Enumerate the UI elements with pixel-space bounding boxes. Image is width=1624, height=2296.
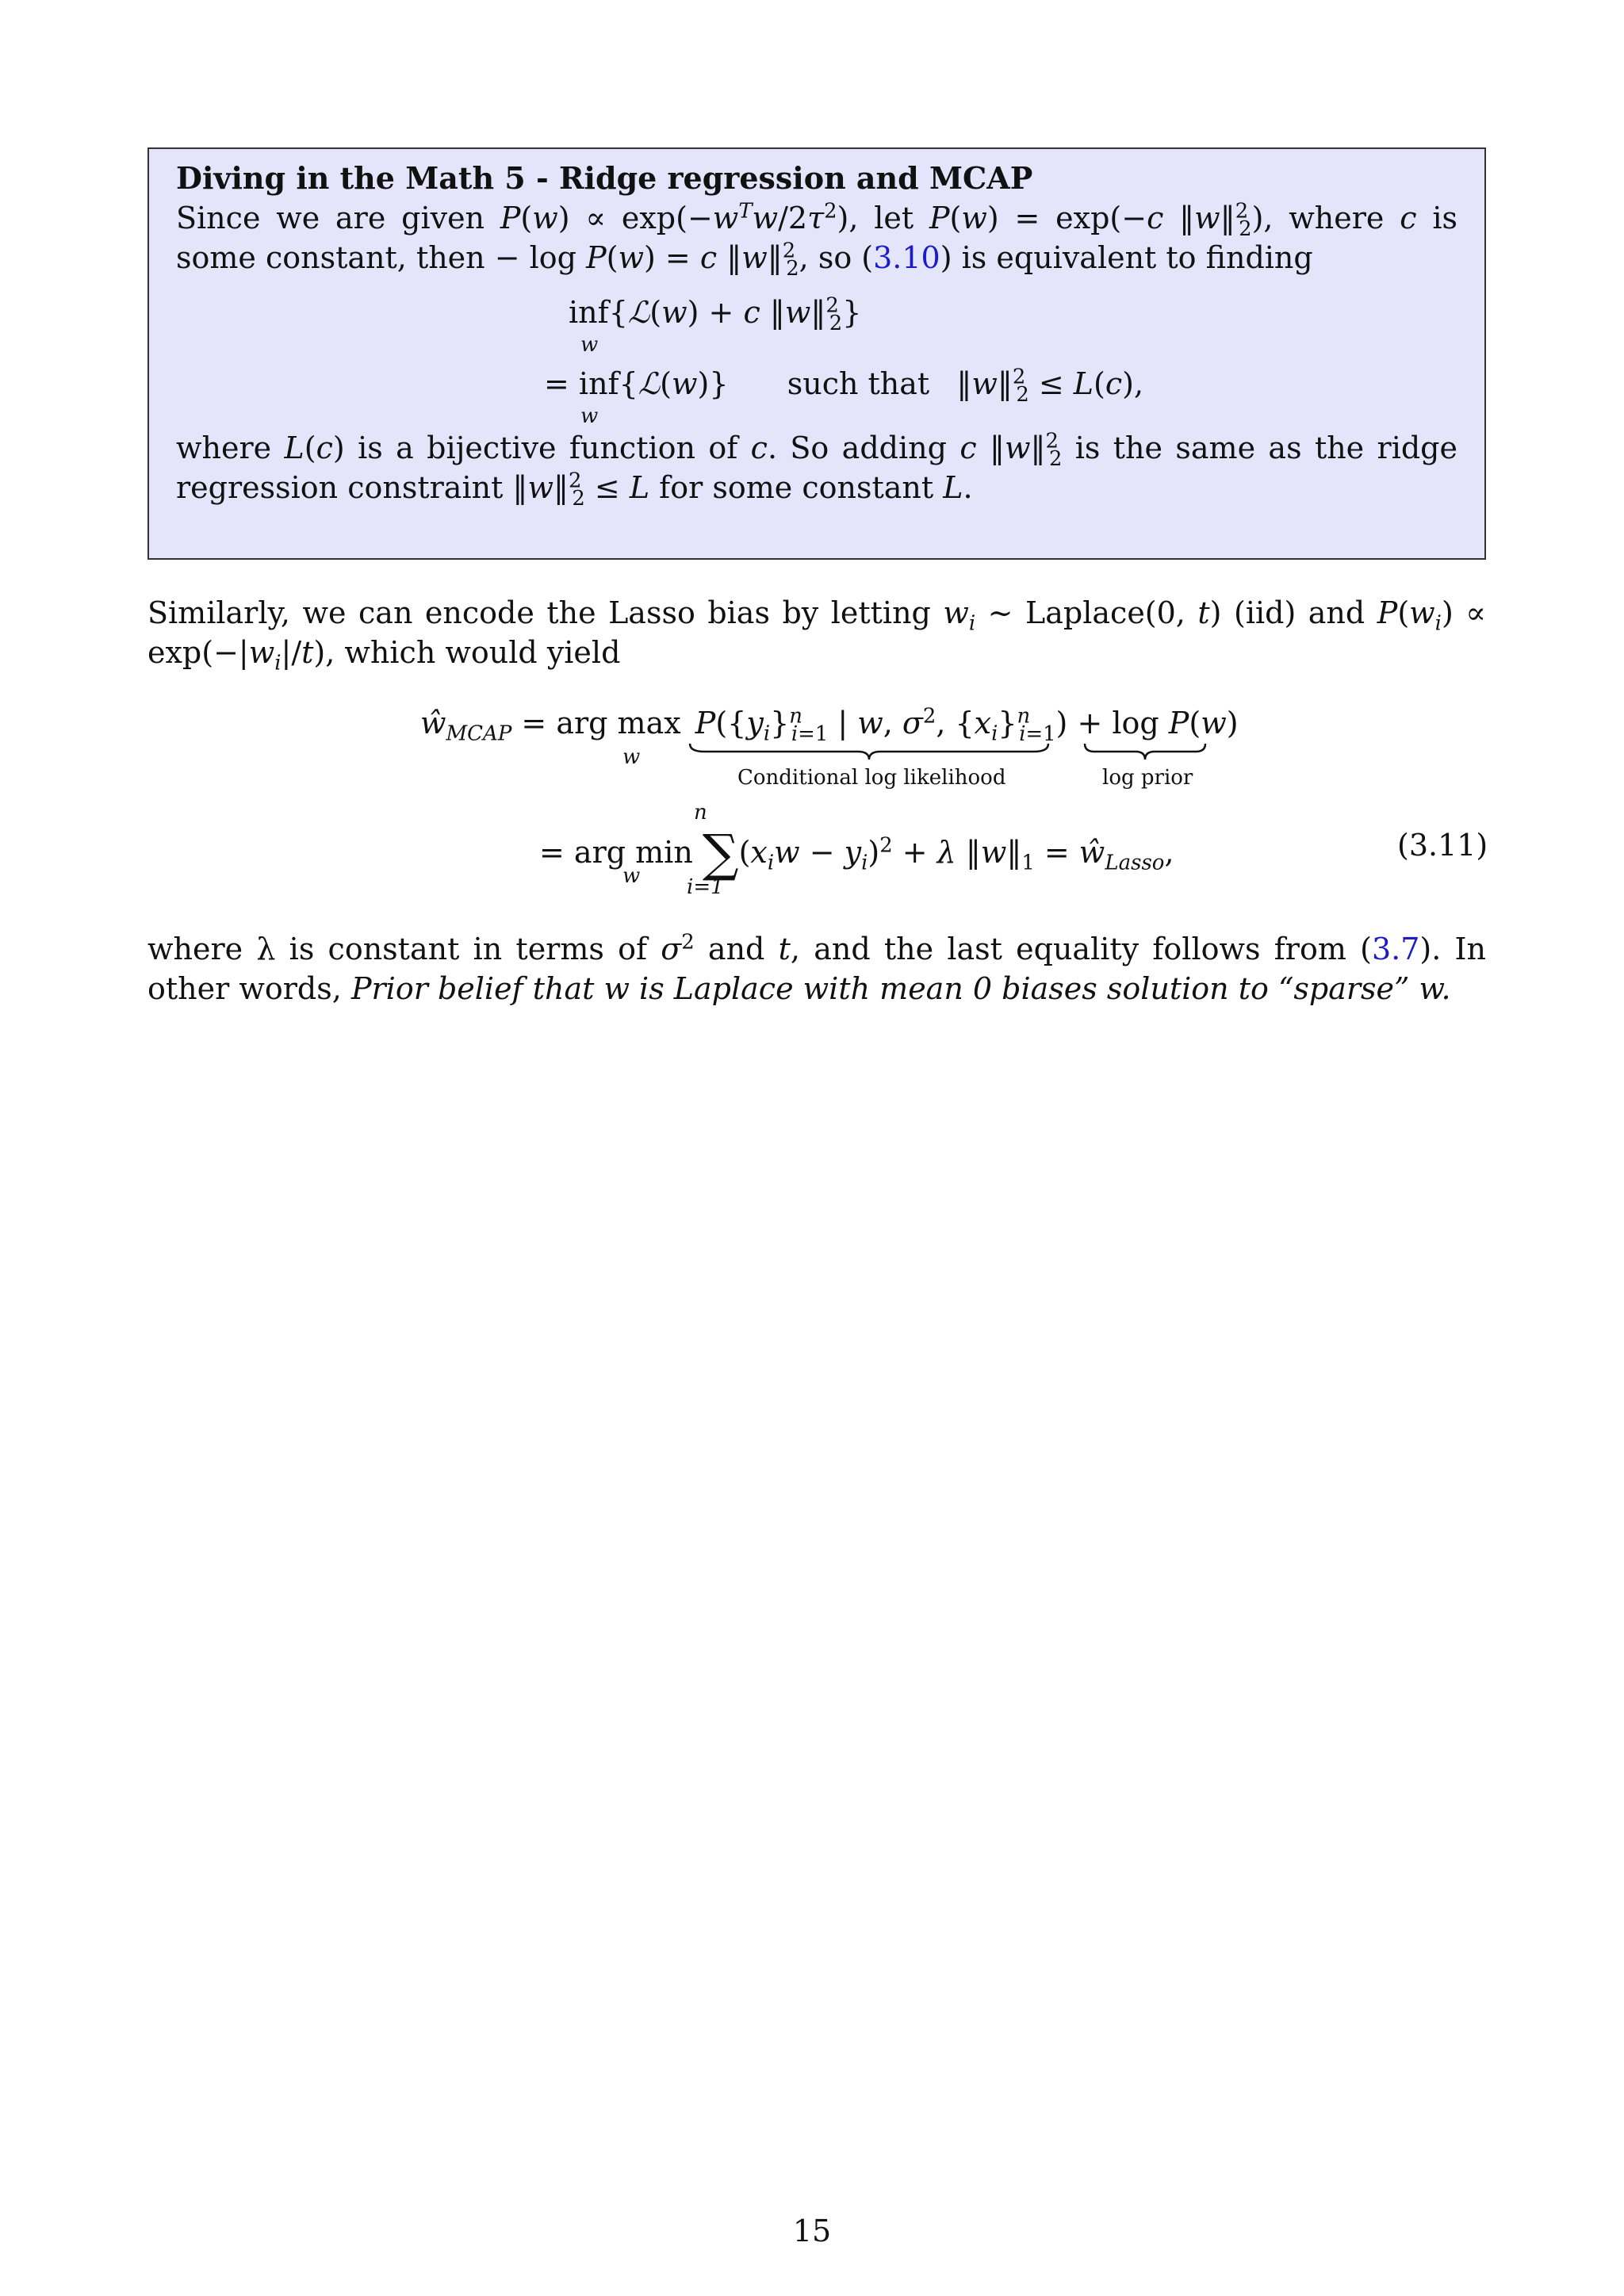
math-box xyxy=(147,147,1486,560)
ref-3-10[interactable]: 3.10 xyxy=(873,240,940,275)
paragraph-lasso: Similarly, we can encode the Lasso bias by letting $w_i$ ∼ Laplace(0, t) (iid) and $P(w_i) \propto \exp(-|w_i|/t)$, which would yield xyxy=(147,595,1486,675)
box-equation: inf{ℒ(w) + c ‖w‖$^2_2$} w = inf{ℒ(w)} such that ‖w‖$^2_2$ ≤ L(c), w xyxy=(544,293,1144,428)
brace-conditional xyxy=(688,742,1050,761)
brace-label-conditional: Conditional log likelihood xyxy=(737,766,1006,790)
brace-label-prior: log prior xyxy=(1102,766,1193,790)
box-paragraph-2: where L(c) is a bijective function of c. So adding c ‖w‖$^2_2$ is the same as the ridge regression constraint ‖w‖$^2_2$ ≤ L for some constant L. xyxy=(176,429,1457,511)
italic-statement: Prior belief that w is Laplace with mean 0 biases solution to “sparse” w. xyxy=(350,971,1451,1006)
brace-prior xyxy=(1083,742,1207,761)
page-number: 15 xyxy=(792,2214,832,2248)
equation-tag: (3.11) xyxy=(1397,828,1488,863)
paragraph-conclusion: where λ is constant in terms of $\sigma^2$ and t, and the last equality follows from (3.7). In other words, Prior belief that w is Laplace with mean 0 biases solution to “sparse” w. xyxy=(147,930,1486,1006)
box-paragraph-1: Since we are given $P(w) \propto \exp(-w^Tw/2\tau^2)$, let P(w) = exp(−c ‖w‖$^2_2$), where c is some constant, then − log P(w) = c ‖w‖$^2_2$, so (3.10) is equivalent to finding xyxy=(176,199,1457,281)
ref-3-7[interactable]: 3.7 xyxy=(1371,932,1420,966)
box-title: Diving in the Math 5 - Ridge regression and MCAP xyxy=(176,160,1033,196)
